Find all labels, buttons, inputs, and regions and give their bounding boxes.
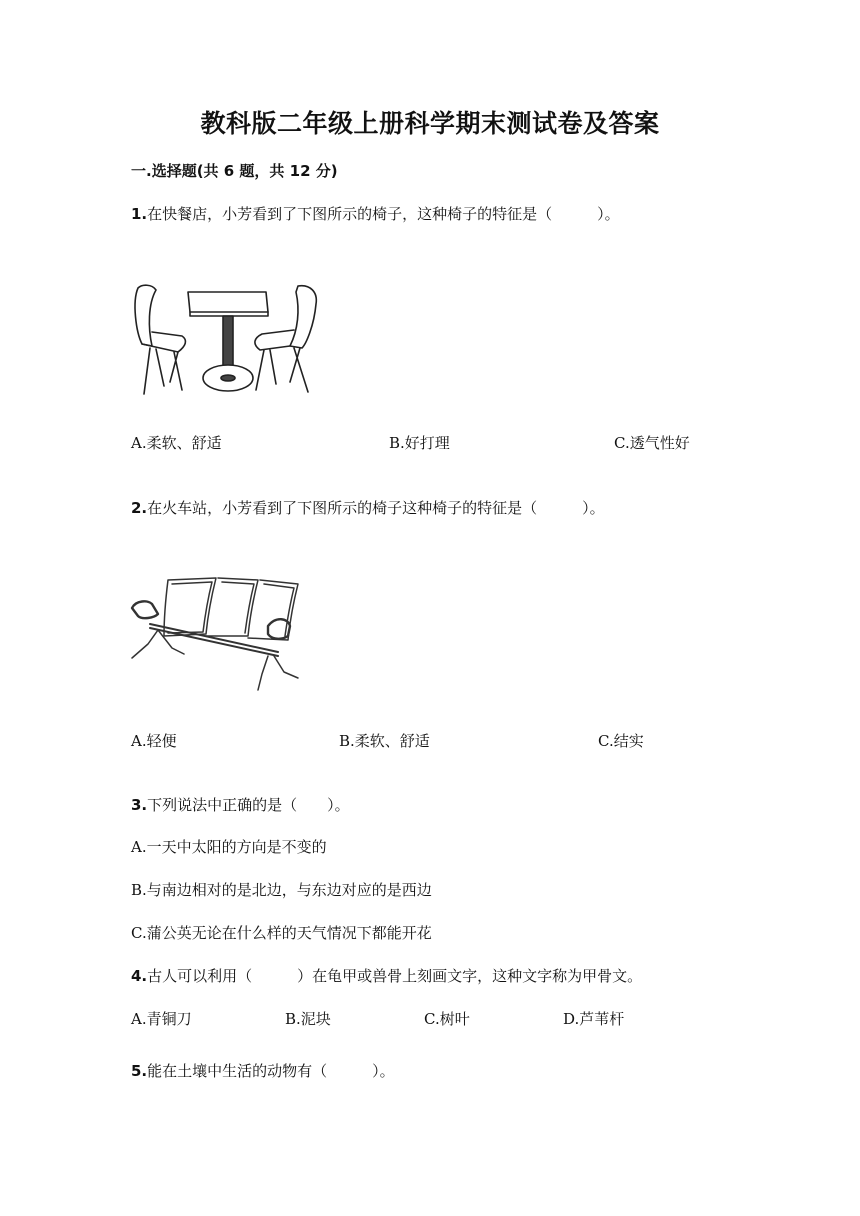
question-5 — [131, 1060, 395, 1081]
q3-option-c: C.蒲公英无论在什么样的天气情况下都能开花 — [131, 924, 432, 942]
q2-option-b: B.柔软、舒适 — [339, 732, 430, 750]
q2-option-c: C.结实 — [598, 732, 644, 750]
question-text: 下列说法中正确的是（ ）。 — [147, 796, 350, 814]
q4-option-b: B.泥块 — [285, 1010, 331, 1028]
question-3 — [131, 794, 350, 815]
q3-option-a: A.一天中太阳的方向是不变的 — [131, 838, 327, 856]
question-number: 1. — [131, 205, 148, 223]
question-1 — [131, 203, 620, 224]
q4-option-d: D.芦苇杆 — [563, 1010, 625, 1028]
question-text: 古人可以利用（ ）在龟甲或兽骨上刻画文字，这种文字称为甲骨文。 — [147, 967, 643, 985]
right-chair-back — [290, 286, 316, 348]
question-text: 在快餐店，小芳看到了下图所示的椅子，这种椅子的特征是（ ）。 — [147, 205, 620, 223]
section-heading: 一.选择题(共 6 题，共 12 分) — [131, 162, 338, 180]
left-chair-back — [135, 285, 156, 346]
question-text: 能在土壤中生活的动物有（ ）。 — [147, 1062, 395, 1080]
question-text: 在火车站，小芳看到了下图所示的椅子这种椅子的特征是（ ）。 — [147, 499, 605, 517]
page-title: 教科版二年级上册科学期末测试卷及答案 — [200, 109, 660, 138]
q1-option-b: B.好打理 — [389, 434, 450, 452]
question-number: 2. — [131, 499, 148, 517]
question-number: 3. — [131, 796, 148, 814]
q4-option-a: A.青铜刀 — [131, 1010, 192, 1028]
bench-back-1 — [164, 578, 216, 636]
q1-option-c: C.透气性好 — [614, 434, 690, 452]
q2-option-a: A.轻便 — [131, 732, 177, 750]
bench-beam — [150, 624, 278, 656]
station-bench-illustration — [128, 574, 310, 696]
q1-option-a: A.柔软、舒适 — [131, 434, 222, 452]
table-top — [188, 292, 268, 312]
left-armrest — [132, 601, 158, 618]
question-number: 4. — [131, 967, 148, 985]
left-chair-seat — [142, 332, 185, 352]
question-4 — [131, 965, 642, 986]
fast-food-chairs-illustration — [130, 282, 325, 400]
table-leg — [223, 316, 233, 370]
question-number: 5. — [131, 1062, 148, 1080]
right-chair-seat — [255, 330, 294, 350]
q3-option-b: B.与南边相对的是北边，与东边对应的是西边 — [131, 881, 432, 899]
question-2 — [131, 497, 605, 518]
q4-option-c: C.树叶 — [424, 1010, 470, 1028]
